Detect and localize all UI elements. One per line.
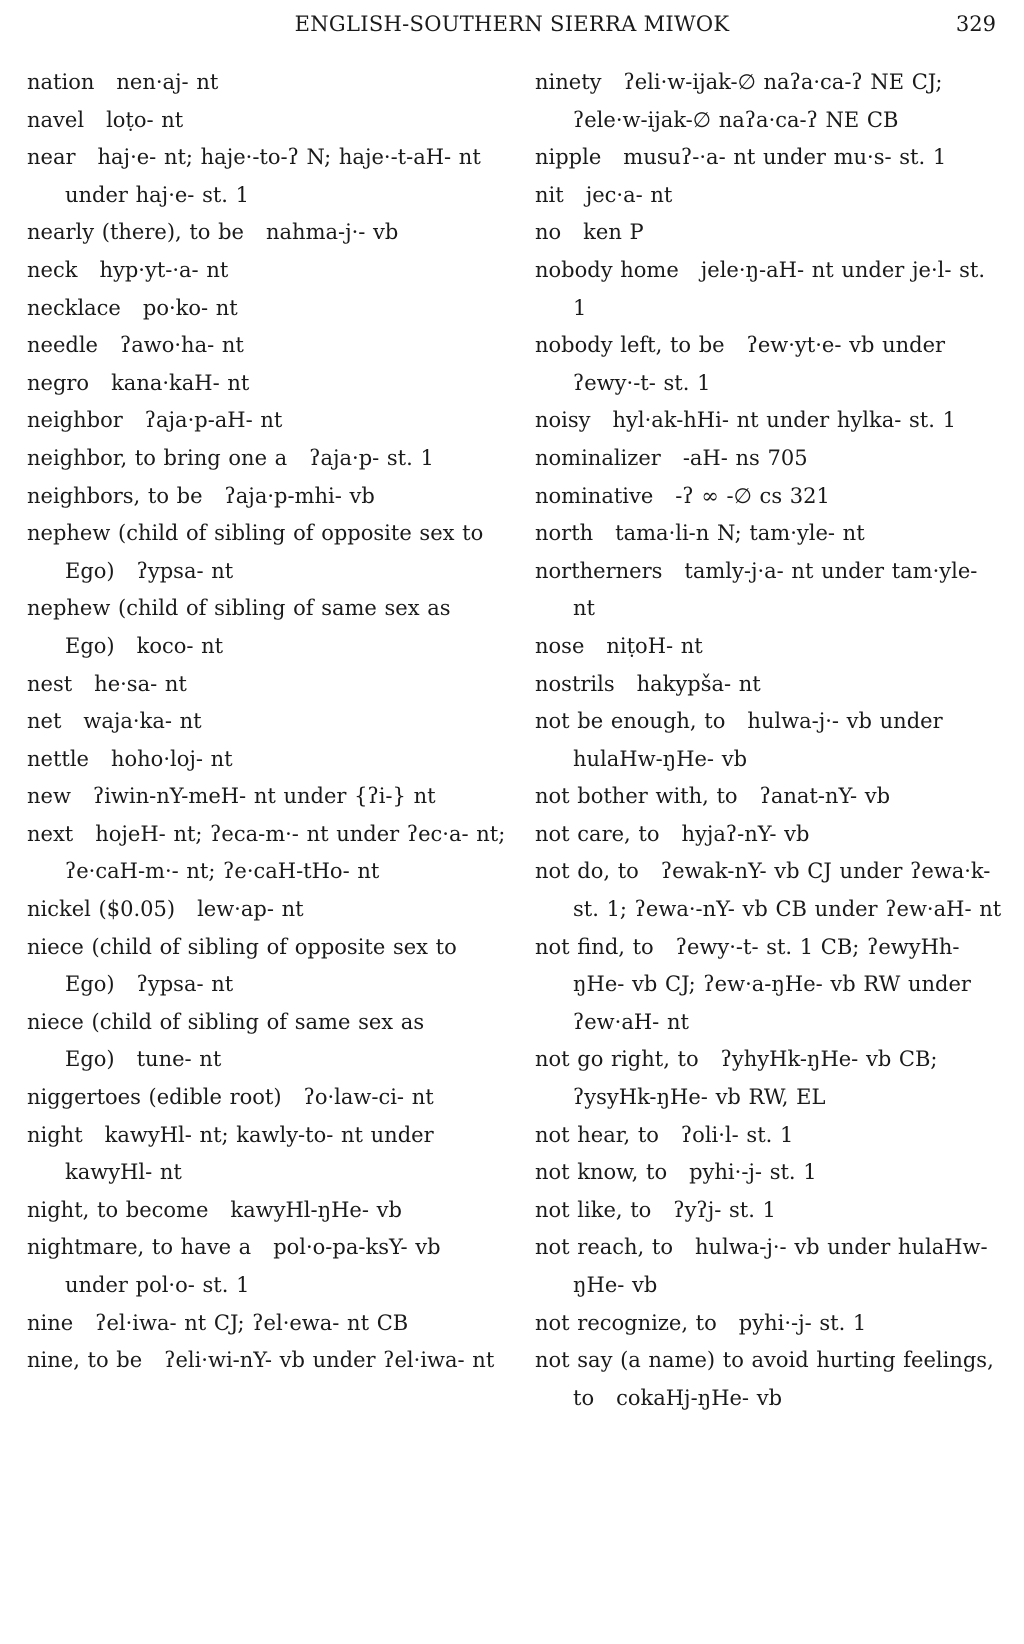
entry-definition: hoho·loj- nt xyxy=(110,746,233,771)
entry-definition: kana·kaH- nt xyxy=(111,370,250,395)
entry-definition: tune- nt xyxy=(136,1047,222,1072)
dictionary-entry xyxy=(535,177,1005,215)
dictionary-entry xyxy=(27,590,507,665)
entry-definition: ʔo·law-ci- nt xyxy=(303,1085,434,1110)
entry-headword: nominalizer xyxy=(535,445,661,470)
entry-definition: pyhi·-j- st. 1 xyxy=(689,1160,817,1185)
entry-headword: not go right, to xyxy=(535,1047,699,1072)
entry-headword: nearly (there), to be xyxy=(27,220,244,245)
entry-headword: near xyxy=(27,145,76,170)
entry-definition: koco- nt xyxy=(136,633,224,658)
dictionary-entry xyxy=(27,290,507,328)
entry-definition: hakypša- nt xyxy=(636,671,761,696)
dictionary-entry xyxy=(27,327,507,365)
dictionary-entry xyxy=(27,1117,507,1192)
entry-definition: ʔyhyHk-ŋHe- vb CB; ʔysyHk-ŋHe- vb RW, EL xyxy=(573,1047,938,1110)
dictionary-entry xyxy=(27,929,507,1004)
entry-headword: not find, to xyxy=(535,934,654,959)
dictionary-entry xyxy=(535,1305,1005,1343)
dictionary-entry xyxy=(535,139,1005,177)
entry-headword: next xyxy=(27,821,74,846)
dictionary-entry xyxy=(535,1041,1005,1116)
entry-headword: not do, to xyxy=(535,859,639,884)
entry-headword: niggertoes (edible root) xyxy=(27,1085,282,1110)
entry-definition: ken P xyxy=(583,220,644,245)
entry-definition: pol·o-pa-ksY- vb under pol·o- st. 1 xyxy=(65,1235,441,1297)
dictionary-entry xyxy=(535,440,1005,478)
dictionary-entry xyxy=(535,853,1005,928)
dictionary-entry xyxy=(535,327,1005,402)
dictionary-entry xyxy=(27,478,507,516)
entry-definition: ʔaja·p-mhi- vb xyxy=(224,483,375,508)
dictionary-entry xyxy=(535,64,1005,139)
entry-headword: north xyxy=(535,521,594,546)
dictionary-entry xyxy=(27,402,507,440)
entry-definition: hyjaʔ-nY- vb xyxy=(681,821,810,846)
dictionary-entry xyxy=(27,778,507,816)
dictionary-entry xyxy=(27,1004,507,1079)
entry-definition: tama·li-n N; tam·yle- nt xyxy=(615,521,865,546)
entry-definition: hyl·ak-hHi- nt under hylka- st. 1 xyxy=(612,408,956,433)
entry-definition: hyp·yt-·a- nt xyxy=(99,257,229,282)
dictionary-entry xyxy=(27,365,507,403)
dictionary-entry xyxy=(535,816,1005,854)
dictionary-entry xyxy=(535,666,1005,704)
dictionary-entry xyxy=(27,1192,507,1230)
entry-headword: nostrils xyxy=(535,671,615,696)
dictionary-entry xyxy=(27,102,507,140)
page-number: 329 xyxy=(955,12,996,36)
entry-definition: ʔewy·-t- st. 1 CB; ʔewyHh-ŋHe- vb CJ; ʔew·a-ŋHe- vb RW under ʔew·aH- nt xyxy=(573,934,971,1034)
dictionary-entry xyxy=(535,1192,1005,1230)
entry-definition: nen·aj- nt xyxy=(116,70,219,94)
entry-headword: nit xyxy=(535,182,564,207)
dictionary-entry xyxy=(27,214,507,252)
entry-headword: nation xyxy=(27,70,95,94)
entry-headword: nobody home xyxy=(535,257,679,282)
entry-headword: nose xyxy=(535,633,585,658)
entry-definition: lew·ap- nt xyxy=(197,897,304,922)
dictionary-entry xyxy=(535,478,1005,516)
entry-headword: needle xyxy=(27,333,98,358)
entry-definition: loṭo- nt xyxy=(106,107,184,132)
entry-definition: ʔiwin-nY-meH- nt under {ʔi-} nt xyxy=(92,784,436,809)
entry-headword: nominative xyxy=(535,483,654,508)
entry-definition: -ʔ ∞ -∅ cs 321 xyxy=(675,483,830,508)
dictionary-entry xyxy=(27,440,507,478)
dictionary-entry xyxy=(535,553,1005,628)
dictionary-entry xyxy=(27,252,507,290)
entry-headword: niece (child of sibling of same sex as Ego) xyxy=(27,1009,425,1072)
dictionary-entry xyxy=(535,515,1005,553)
entry-headword: not care, to xyxy=(535,821,660,846)
dictionary-entry xyxy=(27,1079,507,1117)
entry-definition: ʔawo·ha- nt xyxy=(119,333,244,358)
entry-definition: cokaHj-ŋHe- vb xyxy=(616,1385,783,1410)
entry-definition: niṭoH- nt xyxy=(606,633,703,658)
right-column xyxy=(535,64,1005,1417)
entry-headword: neighbors, to be xyxy=(27,483,203,508)
entry-headword: net xyxy=(27,709,62,734)
entry-definition: ʔaja·p-aH- nt xyxy=(144,408,283,433)
dictionary-entry xyxy=(535,628,1005,666)
dictionary-entry xyxy=(535,1229,1005,1304)
dictionary-entry xyxy=(27,1229,507,1304)
entry-headword: nobody left, to be xyxy=(535,333,725,358)
entry-headword: neck xyxy=(27,257,78,282)
entry-headword: not like, to xyxy=(535,1197,652,1222)
entry-headword: not say (a name) to avoid hurting feelings, to xyxy=(535,1348,994,1410)
entry-headword: nightmare, to have a xyxy=(27,1235,252,1260)
entry-definition: ʔyʔj- st. 1 xyxy=(673,1197,776,1222)
dictionary-entry xyxy=(535,703,1005,778)
entry-headword: new xyxy=(27,784,71,809)
entry-definition: po·ko- nt xyxy=(142,295,238,320)
entry-definition: hulwa-j·- vb under hulaHw-ŋHe- vb xyxy=(573,709,943,771)
entry-headword: not be enough, to xyxy=(535,709,726,734)
entry-headword: nephew (child of sibling of same sex as Ego) xyxy=(27,596,451,658)
dictionary-entry xyxy=(27,64,507,102)
entry-definition: ʔeli·wi-nY- vb under ʔel·iwa- nt xyxy=(164,1348,495,1373)
entry-headword: night xyxy=(27,1122,83,1147)
entry-headword: noisy xyxy=(535,408,591,433)
entry-definition: kawyHl-ŋHe- vb xyxy=(230,1197,402,1222)
dictionary-entry xyxy=(535,929,1005,1042)
entry-definition: ʔaja·p- st. 1 xyxy=(309,445,434,470)
entry-definition: jele·ŋ-aH- nt under je·l- st. 1 xyxy=(573,257,985,320)
entry-definition: musuʔ-·a- nt under mu·s- st. 1 xyxy=(623,145,947,170)
entry-headword: nephew (child of sibling of opposite sex to Ego) xyxy=(27,521,484,583)
entry-headword: nettle xyxy=(27,746,89,771)
entry-headword: ninety xyxy=(535,70,602,94)
entry-definition: hojeH- nt; ʔeca-m·- nt under ʔec·a- nt; ʔe·caH-m·- nt; ʔe·caH-tHo- nt xyxy=(65,821,506,884)
entry-headword: neighbor xyxy=(27,408,123,433)
entry-definition: ʔewak-nY- vb CJ under ʔewa·k- st. 1; ʔewa·-nY- vb CB under ʔew·aH- nt xyxy=(573,859,1002,922)
entry-headword: niece (child of sibling of opposite sex to Ego) xyxy=(27,934,457,997)
dictionary-entry xyxy=(27,891,507,929)
dictionary-entry xyxy=(27,1305,507,1343)
entry-definition: pyhi·-j- st. 1 xyxy=(738,1310,867,1335)
entry-definition: haj·e- nt; haje·-to-ʔ N; haje·-t-aH- nt under haj·e- st. 1 xyxy=(65,145,481,207)
page-header xyxy=(0,12,1024,42)
entry-headword: necklace xyxy=(27,295,121,320)
entry-headword: not know, to xyxy=(535,1160,668,1185)
entry-headword: nine, to be xyxy=(27,1348,143,1373)
entry-headword: northerners xyxy=(535,558,663,583)
running-title: ENGLISH-SOUTHERN SIERRA MIWOK xyxy=(294,12,730,36)
entry-definition: -aH- ns 705 xyxy=(682,445,808,470)
entry-definition: ʔanat-nY- vb xyxy=(759,784,891,809)
entry-definition: ʔew·yt·e- vb under ʔewy·-t- st. 1 xyxy=(573,333,946,395)
entry-headword: nickel ($0.05) xyxy=(27,897,176,922)
entry-headword: not hear, to xyxy=(535,1122,659,1147)
dictionary-entry xyxy=(27,515,507,590)
entry-headword: nine xyxy=(27,1310,74,1335)
dictionary-entry xyxy=(27,139,507,214)
dictionary-entry xyxy=(535,402,1005,440)
entry-definition: ʔoli·l- st. 1 xyxy=(680,1122,794,1147)
dictionary-entry xyxy=(27,816,507,891)
entry-definition: ʔypsa- nt xyxy=(136,972,234,997)
dictionary-entry xyxy=(535,214,1005,252)
dictionary-entry xyxy=(535,1342,1005,1417)
dictionary-entry xyxy=(535,778,1005,816)
dictionary-entry xyxy=(27,666,507,704)
dictionary-entry xyxy=(535,1154,1005,1192)
entry-headword: night, to become xyxy=(27,1197,209,1222)
entry-definition: kawyHl- nt; kawly-to- nt under kawyHl- nt xyxy=(65,1122,434,1185)
entry-headword: nipple xyxy=(535,145,602,170)
entry-headword: navel xyxy=(27,107,85,132)
dictionary-entry xyxy=(535,252,1005,327)
entry-definition: ʔypsa- nt xyxy=(136,558,234,583)
left-column xyxy=(27,64,507,1380)
entry-headword: neighbor, to bring one a xyxy=(27,445,288,470)
entry-definition: he·sa- nt xyxy=(94,671,187,696)
entry-headword: no xyxy=(535,220,562,245)
entry-definition: ʔeli·w-ijak-∅ naʔa·ca-ʔ NE CJ; ʔele·w-ijak-∅ naʔa·ca-ʔ NE CB xyxy=(573,70,943,132)
entry-definition: nahma-j·- vb xyxy=(266,220,399,245)
entry-definition: hulwa-j·- vb under hulaHw-ŋHe- vb xyxy=(573,1235,988,1297)
entry-definition: tamly-j·a- nt under tam·yle- nt xyxy=(573,558,978,621)
entry-headword: not reach, to xyxy=(535,1235,673,1260)
entry-headword: negro xyxy=(27,370,90,395)
entry-definition: jec·a- nt xyxy=(585,182,673,207)
dictionary-entry xyxy=(535,1117,1005,1155)
entry-definition: ʔel·iwa- nt CJ; ʔel·ewa- nt CB xyxy=(95,1310,409,1335)
entry-headword: not recognize, to xyxy=(535,1310,717,1335)
dictionary-entry xyxy=(27,741,507,779)
entry-headword: nest xyxy=(27,671,73,696)
dictionary-entry xyxy=(27,1342,507,1380)
dictionary-entry xyxy=(27,703,507,741)
entry-definition: waja·ka- nt xyxy=(83,709,202,734)
entry-headword: not bother with, to xyxy=(535,784,738,809)
